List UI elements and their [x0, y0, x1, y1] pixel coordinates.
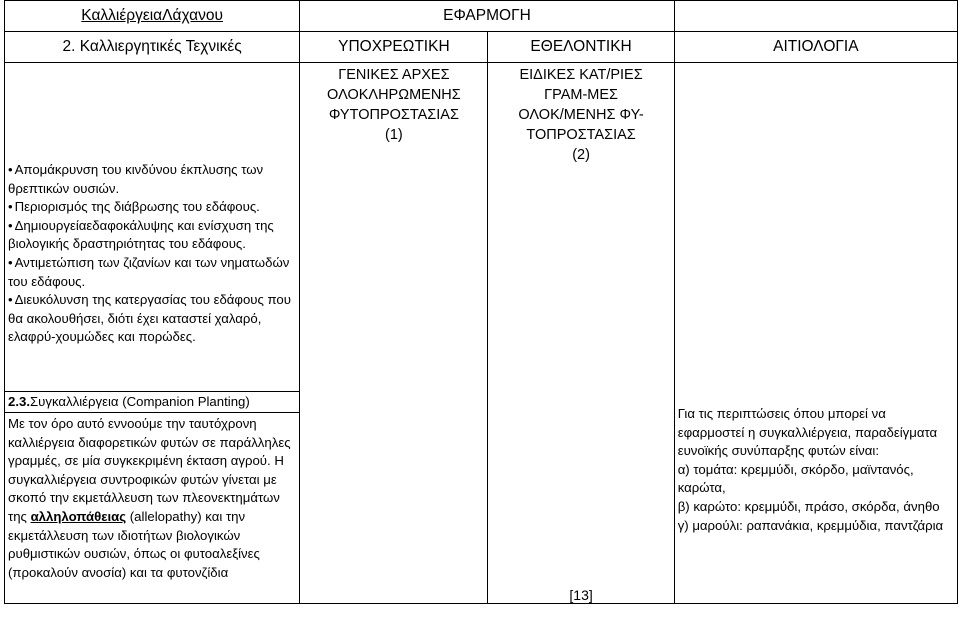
justification-cell — [674, 63, 957, 604]
justification-header: ΑΙΤΙΟΛΟΓΙΑ — [674, 32, 957, 63]
crop-technique-table — [4, 0, 958, 604]
mandatory-header: ΥΠΟΧΡΕΩΤΙΚΗ — [300, 32, 488, 63]
mandatory-column-cell — [300, 63, 488, 604]
examples-intro: Για τις περιπτώσεις όπου μπορεί να εφαρμοστεί η συγκαλλιέργεια, παραδείγματα ευνοϊκής συνύπαρξης φυτών είναι: — [677, 406, 938, 459]
section-header: 2. Καλλιεργητικές Τεχνικές — [5, 32, 300, 63]
crop-title-link[interactable]: ΚαλλιέργειαΛάχανου — [5, 1, 300, 32]
objective-item: • Περιορισμός της διάβρωσης του εδάφους. — [8, 198, 295, 217]
example-item: α) τομάτα: κρεμμύδι, σκόρδο, μαϊντανός, καρώτα, — [677, 461, 914, 496]
table-row — [5, 32, 958, 63]
subsection-title: Συγκαλλιέργεια (Companion Planting) — [30, 394, 250, 409]
example-item: γ) μαρούλι: ραπανάκια, κρεμμύδια, παντζάρια — [677, 517, 944, 533]
objective-item: • Απομάκρυνση του κινδύνου έκπλυσης των θρεπτικών ουσιών. — [8, 161, 295, 198]
subsection-heading — [5, 392, 300, 413]
voluntary-column-cell — [488, 63, 674, 604]
table-row — [5, 63, 958, 392]
subsection-number: 2.3. — [8, 394, 30, 409]
empty-cell — [674, 1, 957, 32]
voluntary-header: ΕΘΕΛΟΝΤΙΚΗ — [488, 32, 674, 63]
description-cell — [5, 413, 300, 604]
mandatory-column-heading: ΓΕΝΙΚΕΣ ΑΡΧΕΣ ΟΛΟΚΛΗΡΩΜΕΝΗΣ ΦΥΤΟΠΡΟΣΤΑΣΙΑΣ (1) — [327, 67, 461, 143]
example-item: β) καρώτο: κρεμμύδι, πράσο, σκόρδα, άνηθο — [677, 498, 940, 514]
objective-item: • Διευκόλυνση της κατεργασίας του εδάφους που θα ακολουθήσει, διότι έχει καταστεί χαλαρό, ελαφρύ-χουμώδες και πορώδες. — [8, 291, 295, 347]
voluntary-column-heading: ΕΙΔΙΚΕΣ ΚΑΤ/ΡΙΕΣ ΓΡΑΜ-ΜΕΣ ΟΛΟΚ/ΜΕΝΗΣ ΦΥ- ΤΟΠΡΟΣΤΑΣΙΑΣ (2) — [518, 67, 644, 163]
objectives-cell — [5, 63, 300, 392]
application-header: ΕΦΑΡΜΟΓΗ — [300, 1, 674, 32]
allelopathy-term: αλληλοπάθειας — [30, 508, 127, 524]
objective-item: • Δημιουργείαεδαφοκάλυψης και ενίσχυση της βιολογικής δραστηριότητας του εδάφους. — [8, 217, 295, 254]
objective-item: • Αντιμετώπιση των ζιζανίων και των νηματωδών του εδάφους. — [8, 254, 295, 291]
description-text: Με τον όρο αυτό εννοούμε την ταυτόχρονη καλλιέργεια διαφορετικών φυτών σε παράλληλες γραμμές, σε μία συγκεκριμένη έκταση αγρού. Η συγκαλλιέργεια συντροφικών φυτών γίνεται με σκοπό την εκμετάλλευση των πλεονεκτημάτων της αλληλοπάθειας (allelopathy) και την εκμετάλλευση των ιδιοτήτων βιολογικών ρυθμιστικών ουσιών, όπως οι φυτοαλεξίνες (προκαλούν ανοσία) και τα φυτονζίδια — [8, 416, 291, 580]
table-row — [5, 1, 958, 32]
citation-reference: [13] — [569, 587, 593, 603]
